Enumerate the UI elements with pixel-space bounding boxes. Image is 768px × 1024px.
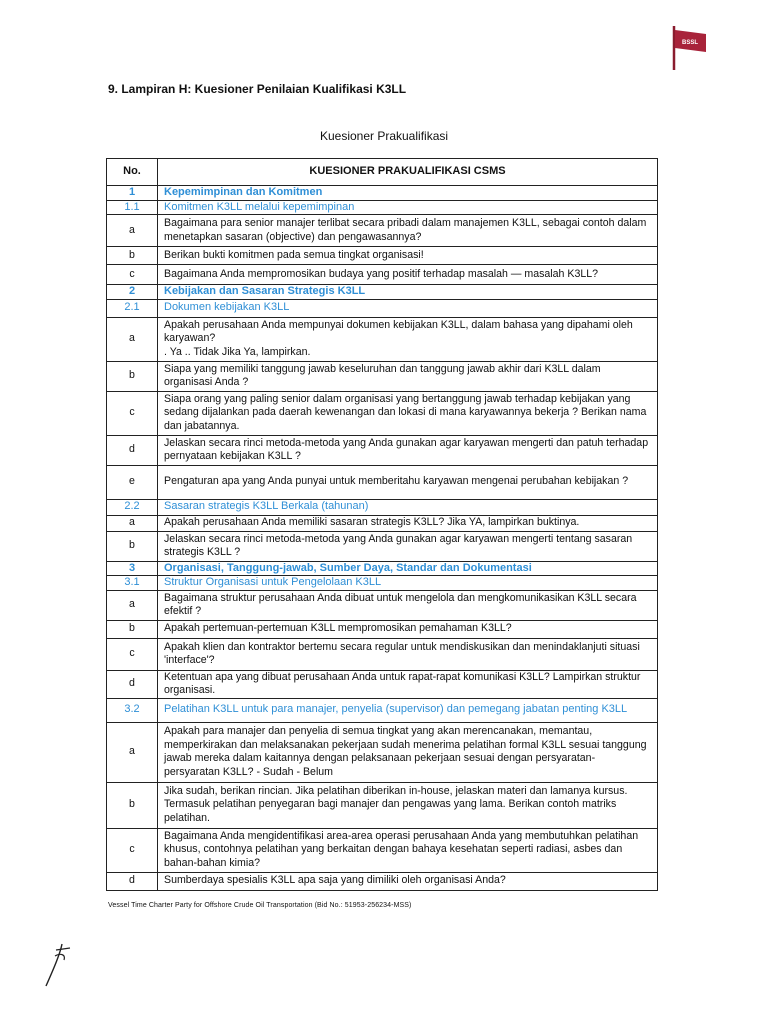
row-number: b [107,361,158,391]
row-number: 1 [107,186,158,201]
question-row [107,465,658,499]
question-row [107,620,658,638]
section-title: Sasaran strategis K3LL Berkala (tahunan) [158,499,658,515]
section-title: Organisasi, Tanggung-jawab, Sumber Daya, Standar dan Dokumentasi [158,561,658,576]
section-row [107,200,658,215]
row-number: b [107,620,158,638]
row-number: 2 [107,285,158,300]
row-number: 3.1 [107,576,158,591]
question-row [107,670,658,698]
section-row [107,698,658,722]
question-text: Bagaimana struktur perusahaan Anda dibuat untuk mengelola dan mengkomunikasikan K3LL secara efektif ? [158,590,658,620]
row-number: 3 [107,561,158,576]
row-number: c [107,638,158,670]
question-text: Berikan bukti komitmen pada semua tingkat organisasi! [158,247,658,265]
section-title: Struktur Organisasi untuk Pengelolaan K3LL [158,576,658,591]
question-text: Apakah klien dan kontraktor bertemu secara regular untuk mendiskusikan dan menindaklanjuti situasi 'interface'? [158,638,658,670]
row-number: a [107,515,158,531]
question-row [107,531,658,561]
row-number: d [107,872,158,890]
section-title: Kepemimpinan dan Komitmen [158,186,658,201]
row-number: a [107,215,158,247]
question-text: Siapa yang memiliki tanggung jawab keseluruhan dan tanggung jawab akhir dari K3LL dalam organisasi Anda ? [158,361,658,391]
section-title: Kebijakan dan Sasaran Strategis K3LL [158,285,658,300]
question-row [107,828,658,872]
row-number: b [107,247,158,265]
document-footer: Vessel Time Charter Party for Offshore Crude Oil Transportation (Bid No.: 51953-256234-MSS) [108,902,412,909]
section-row [107,499,658,515]
question-row [107,247,658,265]
section-row [107,285,658,300]
logo-text: BSSL [681,40,699,46]
question-text: Bagaimana Anda mempromosikan budaya yang positif terhadap masalah — masalah K3LL? [158,265,658,285]
row-number: b [107,782,158,828]
question-text: Jika sudah, berikan rincian. Jika pelatihan diberikan in-house, jelaskan materi dan lamanya kursus. Termasuk pelatihan penyegaran bagi manajer dan pengawas yang lama. Berikan contoh matriks pelatihan. [158,782,658,828]
question-text: Jelaskan secara rinci metoda-metoda yang Anda gunakan agar karyawan mengerti tentang sasaran strategis K3LL ? [158,531,658,561]
row-number: 3.2 [107,698,158,722]
row-number: c [107,265,158,285]
section-row [107,186,658,201]
row-number: d [107,670,158,698]
section-title: Komitmen K3LL melalui kepemimpinan [158,200,658,215]
question-row [107,317,658,361]
row-number: 2.2 [107,499,158,515]
question-row [107,265,658,285]
question-row [107,435,658,465]
question-row [107,722,658,782]
row-number: a [107,317,158,361]
section-title: Dokumen kebijakan K3LL [158,299,658,317]
question-text: Siapa orang yang paling senior dalam organisasi yang bertanggung jawab terhadap kebijakan yang sedang dijalankan pada daerah kewenangan dan lokasi di mana karyawannya bekerja ? Berikan nama dan jabatannya. [158,391,658,435]
question-text: Ketentuan apa yang dibuat perusahaan Anda untuk rapat-rapat komunikasi K3LL? Lampirkan struktur organisasi. [158,670,658,698]
section-row [107,576,658,591]
section-title: Pelatihan K3LL untuk para manajer, penyelia (supervisor) dan pemegang jabatan penting K3LL [158,698,658,722]
company-flag-logo [670,24,710,72]
question-text: Sumberdaya spesialis K3LL apa saja yang dimiliki oleh organisasi Anda? [158,872,658,890]
question-text: Apakah perusahaan Anda mempunyai dokumen kebijakan K3LL, dalam bahasa yang dipahami oleh karyawan? . Ya .. Tidak Jika Ya, lampirkan. [158,317,658,361]
row-number: c [107,828,158,872]
question-text: Apakah pertemuan-pertemuan K3LL mempromosikan pemahaman K3LL? [158,620,658,638]
questionnaire-table [106,158,658,891]
row-number: 2.1 [107,299,158,317]
column-header-title: KUESIONER PRAKUALIFIKASI CSMS [158,159,658,186]
question-row [107,638,658,670]
question-text: Bagaimana para senior manajer terlibat secara pribadi dalam manajemen K3LL, sebagai contoh dalam menetapkan sasaran (objective) dan pengawasannya? [158,215,658,247]
question-text: Apakah para manajer dan penyelia di semua tingkat yang akan merencanakan, memantau, memperkirakan dan melaksanakan pekerjaan sudah menerima pelatihan formal K3LL sesuai tanggung jawab mereka dalam kaitannya dengan pelaksanaan pekerjaan sesuai dengan persyaratan-persyaratan K3LL? - Sudah - Belum [158,722,658,782]
row-number: a [107,722,158,782]
question-row [107,782,658,828]
question-row [107,515,658,531]
questionnaire-subtitle: Kuesioner Prakualifikasi [319,129,449,143]
row-number: b [107,531,158,561]
page-heading: 9. Lampiran H: Kuesioner Penilaian Kualifikasi K3LL [108,82,407,96]
question-row [107,361,658,391]
question-row [107,872,658,890]
question-text: Apakah perusahaan Anda memiliki sasaran strategis K3LL? Jika YA, lampirkan buktinya. [158,515,658,531]
section-row [107,561,658,576]
section-row [107,299,658,317]
table-header-row [107,159,658,186]
row-number: a [107,590,158,620]
question-row [107,215,658,247]
question-text: Jelaskan secara rinci metoda-metoda yang Anda gunakan agar karyawan mengerti dan patuh terhadap pernyataan kebijakan K3LL ? [158,435,658,465]
row-number: 1.1 [107,200,158,215]
question-row [107,391,658,435]
row-number: e [107,465,158,499]
question-row [107,590,658,620]
handwritten-initial-signature [40,940,80,990]
column-header-no: No. [107,159,158,186]
question-text: Pengaturan apa yang Anda punyai untuk memberitahu karyawan mengenai perubahan kebijakan ? [158,465,658,499]
row-number: c [107,391,158,435]
row-number: d [107,435,158,465]
question-text: Bagaimana Anda mengidentifikasi area-area operasi perusahaan Anda yang membutuhkan pelatihan khusus, contohnya pelatihan yang berkaitan dengan bahaya kesehatan seperti radiasi, asbes dan bahan-bahan kimia? [158,828,658,872]
